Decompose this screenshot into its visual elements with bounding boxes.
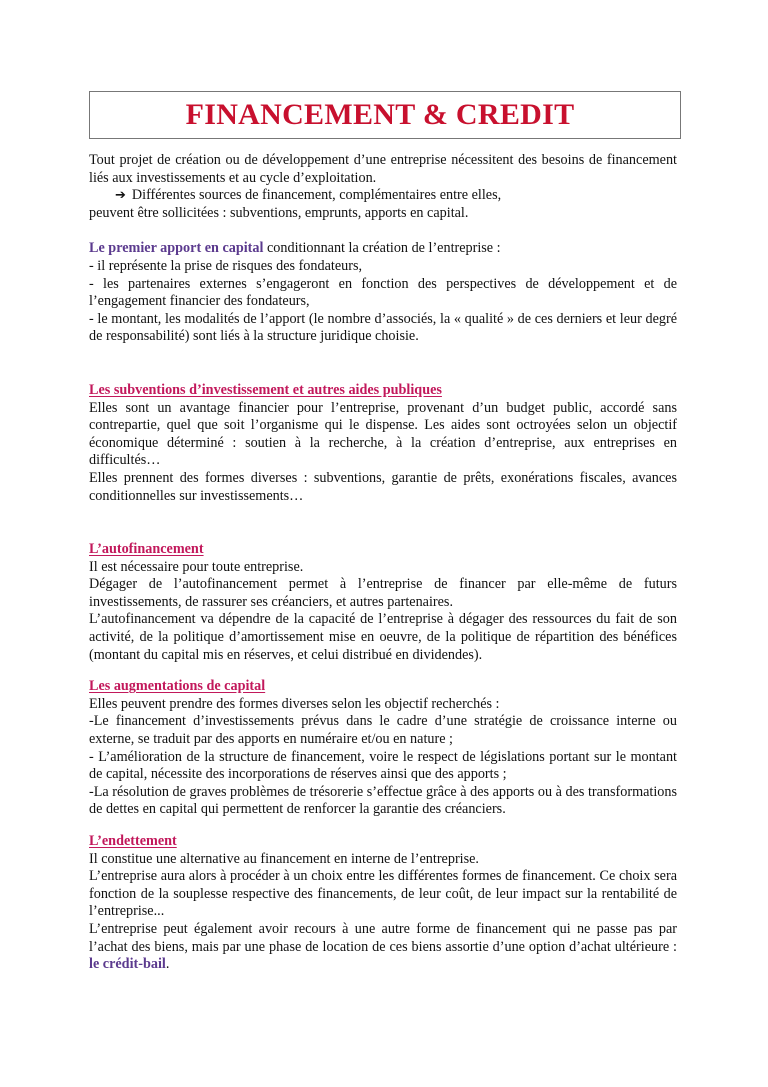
capital-line: - le montant, les modalités de l’apport (le nombre d’associés, la « qualité » de ces derniers et leur degré de responsabilité) sont liés à la structure juridique choisie. xyxy=(89,310,677,345)
subventions-heading: Les subventions d’investissement et autres aides publiques xyxy=(89,381,442,398)
endettement-paragraph: L’entreprise aura alors à procéder à un choix entre les différentes formes de financement. Ce choix sera fonction de la souplesse respective des financements, de leur coût, de leur impact sur la rentabilité de l’entreprise... xyxy=(89,868,677,920)
augmentations-paragraph: - L’amélioration de la structure de financement, voire le respect de législations portant sur le montant de capital, nécessite des incorporations de réserves ainsi que des apports ; xyxy=(89,748,677,783)
capital-section xyxy=(89,240,677,346)
capital-line: - il représente la prise de risques des fondateurs, xyxy=(89,257,363,274)
page-title: FINANCEMENT & CREDIT xyxy=(185,98,575,131)
augmentations-paragraph: Elles peuvent prendre des formes diverses selon les objectif recherchés : xyxy=(89,695,500,712)
autofinancement-paragraph: Il est nécessaire pour toute entreprise. xyxy=(89,558,304,575)
intro-paragraph: peuvent être sollicitées : subventions, emprunts, apports en capital. xyxy=(89,204,469,221)
intro-arrow-text: Différentes sources de financement, complémentaires entre elles, xyxy=(131,187,502,204)
endettement-last-text: L’entreprise peut également avoir recours à une autre forme de financement qui ne passe pas par l’achat des biens, mais par une phase de location de ces biens assortie d’une option d’achat ultérieure : xyxy=(89,920,677,955)
capital-label: Le premier apport en capital xyxy=(89,240,264,257)
autofinancement-section xyxy=(89,541,677,664)
endettement-last-paragraph xyxy=(89,921,677,974)
arrow-right-icon: ➔ xyxy=(115,188,126,204)
autofinancement-paragraph: L’autofinancement va dépendre de la capacité de l’entreprise à dégager des ressources du fait de son activité, de la politique d’amortissement mise en oeuvre, de la politique de répartition des bénéfices (montant du capital mis en réserves, et celui distribué en dividendes). xyxy=(89,611,677,663)
document-body xyxy=(89,152,677,974)
endettement-heading: L’endettement xyxy=(89,833,177,849)
augmentations-paragraph: -La résolution de graves problèmes de trésorerie s’effectue grâce à des apports ou à des transformations de dettes en capital qui permettent de renforcer la garantie des créanciers. xyxy=(89,783,677,818)
augmentations-paragraph: -Le financement d’investissements prévus dans le cadre d’une stratégie de croissance interne ou externe, se traduit par des apports en numéraire et/ou en nature ; xyxy=(89,713,677,748)
endettement-last-end: . xyxy=(165,956,170,973)
capital-line: - les partenaires externes s’engageront en fonction des perspectives de développement et de l’engagement financier des fondateurs, xyxy=(89,275,677,310)
capital-intro-rest: conditionnant la création de l’entreprise : xyxy=(263,240,501,257)
intro-paragraph: Tout projet de création ou de développement d’une entreprise nécessitent des besoins de financement liés aux investissements et au cycle d’exploitation. xyxy=(89,152,677,186)
title-box xyxy=(89,91,681,139)
subventions-section xyxy=(89,382,677,505)
augmentations-section xyxy=(89,678,677,819)
autofinancement-paragraph: Dégager de l’autofinancement permet à l’entreprise de financer par elle-même de futurs investissements, de rassurer ses créanciers, et autres partenaires. xyxy=(89,576,677,610)
subventions-paragraph: Elles sont un avantage financier pour l’entreprise, provenant d’un budget public, accordé sans contrepartie, quel que soit l’organisme qui le dispense. Les aides sont octroyées selon un objectif économique déterminé : soutien à la recherche, à la création d’entreprise, aux entreprises en difficultés… xyxy=(89,399,677,469)
intro-section xyxy=(89,152,677,222)
endettement-section xyxy=(89,833,677,974)
credit-bail-label: le crédit-bail xyxy=(89,956,166,973)
capital-intro xyxy=(89,240,677,258)
augmentations-heading: Les augmentations de capital xyxy=(89,678,266,695)
endettement-paragraph: Il constitue une alternative au financement en interne de l’entreprise. xyxy=(89,850,479,867)
intro-arrow-line xyxy=(89,187,677,205)
subventions-paragraph: Elles prennent des formes diverses : subventions, garantie de prêts, exonérations fiscales, avances conditionnelles sur investissements… xyxy=(89,469,677,504)
autofinancement-heading: L’autofinancement xyxy=(89,541,204,558)
